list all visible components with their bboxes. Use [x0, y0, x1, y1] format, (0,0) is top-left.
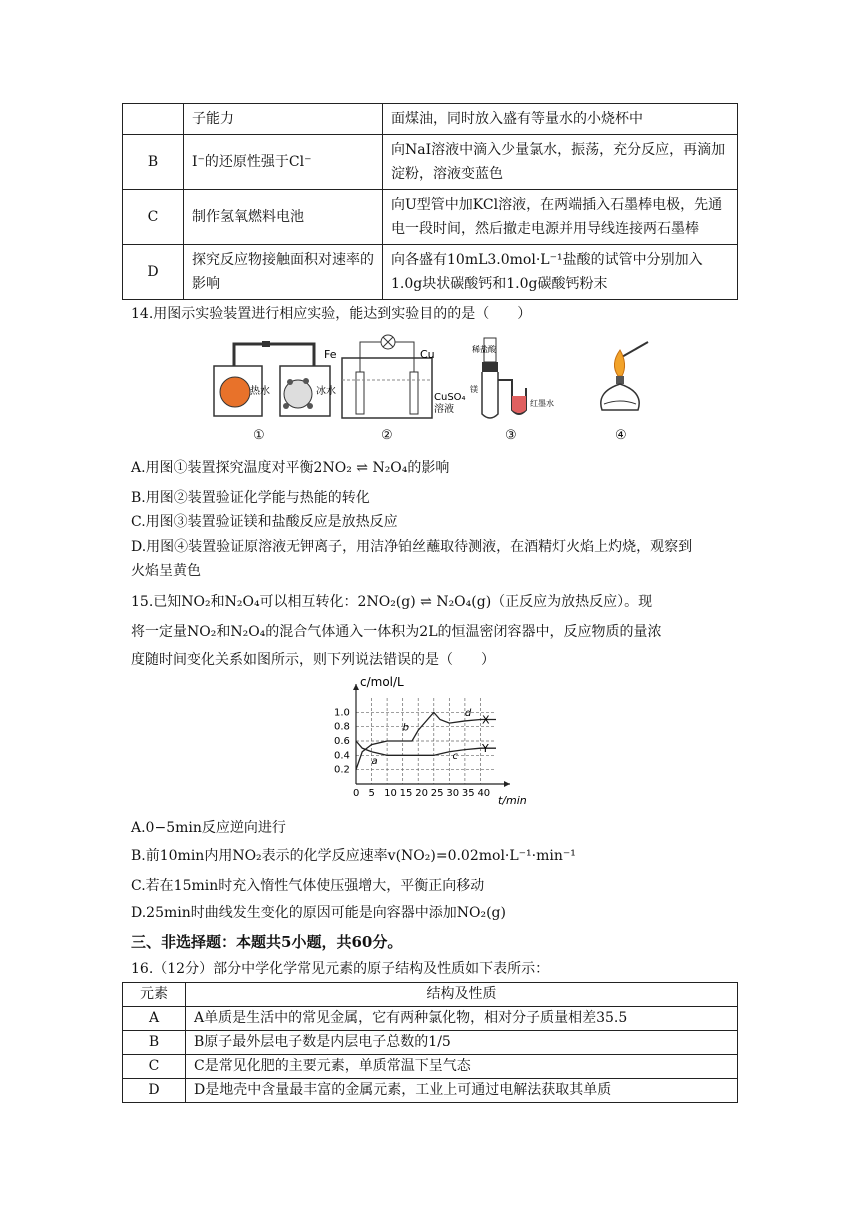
figure-2-caption: ②: [381, 428, 393, 443]
option-a: A.用图①装置探究温度对平衡2NO₂ ⇌ N₂O₄的影响: [131, 460, 450, 476]
fe-label: Fe: [324, 348, 337, 361]
option-d: D.25min时曲线发生变化的原因可能是向容器中添加NO₂(g): [131, 905, 506, 921]
element-table: [122, 982, 738, 1103]
concentration-chart: [326, 672, 532, 812]
x-tick-label: 10: [384, 788, 397, 799]
section-title: 三、非选择题：本题共5小题，共60分。: [131, 933, 403, 951]
x-tick-label: 20: [415, 788, 428, 799]
table-cell: A单质是生活中的常见金属，它有两种氯化物，相对分子质量相差35.5: [186, 1007, 738, 1031]
option-a: A.0−5min反应逆向进行: [131, 820, 286, 836]
header-cell: 结构及性质: [186, 983, 738, 1007]
table-header-row: [123, 983, 738, 1007]
table-row: [123, 1055, 738, 1079]
x-tick-label: 25: [430, 788, 444, 799]
table-cell: D: [123, 245, 184, 300]
y-tick-label: 0.6: [334, 736, 350, 747]
table-row: [123, 135, 738, 190]
cu-label: Cu: [420, 348, 435, 361]
table-row: [123, 245, 738, 300]
experiment-table: [122, 103, 738, 300]
question-15-stem-1: 15.已知NO₂和N₂O₄可以相互转化：2NO₂(g) ⇌ N₂O₄(g)（正反应为放热反应）。现: [131, 594, 653, 610]
table-cell: [123, 104, 184, 135]
figure-4-caption: ④: [615, 428, 627, 443]
x-axis-label: t/min: [498, 794, 527, 807]
table-cell: 探究反应物接触面积对速率的影响: [184, 245, 383, 300]
mg-label: 镁: [470, 385, 478, 394]
x-tick-label: 30: [446, 788, 460, 799]
y-axis-arrow: [353, 684, 359, 690]
hot-water-label: 热水: [250, 386, 270, 397]
option-d: D.用图④装置验证原溶液无钾离子，用洁净铂丝蘸取待测液，在酒精灯火焰上灼烧，观察到: [131, 539, 693, 555]
figure-3-caption: ③: [505, 428, 517, 443]
x-tick-label: 0: [353, 788, 360, 799]
option-c: C.若在15min时充入惰性气体使压强增大，平衡正向移动: [131, 878, 485, 894]
cuso4-label: CuSO₄: [434, 392, 466, 403]
table-cell: D是地壳中含量最丰富的金属元素，工业上可通过电解法获取其单质: [186, 1079, 738, 1103]
table-row: [123, 104, 738, 135]
y-axis-label: c/mol/L: [360, 675, 404, 689]
option-b: B.用图②装置验证化学能与热能的转化: [131, 490, 370, 506]
table-cell: B: [123, 1031, 186, 1055]
option-d-cont: 火焰呈黄色: [131, 563, 201, 579]
figure-3: [470, 330, 560, 424]
ice-water-label: 冰水: [316, 386, 336, 397]
table-row: [123, 1079, 738, 1103]
table-cell: C: [123, 190, 184, 245]
hcl-label: 稀盐酸: [472, 345, 496, 354]
question-15-stem-2: 将一定量NO₂和N₂O₄的混合气体通入一体积为2L的恒温密闭容器中，反应物质的量浓: [131, 624, 662, 640]
option-b: B.前10min内用NO₂表示的化学反应速率v(NO₂)=0.02mol·L⁻¹·min⁻¹: [131, 848, 576, 864]
x-tick-label: 35: [461, 788, 475, 799]
point-label: a: [371, 755, 378, 767]
point-label: c: [452, 750, 458, 762]
solution-label: 溶液: [434, 404, 454, 415]
figure-2: [322, 332, 466, 424]
table-cell: 子能力: [184, 104, 383, 135]
x-axis-arrow: [504, 781, 510, 787]
option-c: C.用图③装置验证镁和盐酸反应是放热反应: [131, 514, 398, 530]
question-14-stem: 14.用图示实验装置进行相应实验，能达到实验目的的是（ ）: [131, 306, 532, 322]
table-cell: A: [123, 1007, 186, 1031]
question-16-stem: 16.（12分）部分中学化学常见元素的原子结构及性质如下表所示：: [131, 961, 550, 977]
table-cell: D: [123, 1079, 186, 1103]
series-label: Y: [482, 742, 489, 756]
table-row: [123, 1007, 738, 1031]
question-15-stem-3: 度随时间变化关系如图所示，则下列说法错误的是（ ）: [131, 652, 495, 668]
series-label: X: [482, 713, 490, 727]
table-cell: 面煤油，同时放入盛有等量水的小烧杯中: [383, 104, 738, 135]
table-cell: B原子最外层电子数是内层电子总数的1/5: [186, 1031, 738, 1055]
table-cell: 向NaI溶液中滴入少量氯水，振荡，充分反应，再滴加淀粉，溶液变蓝色: [383, 135, 738, 190]
table-cell: C是常见化肥的主要元素，单质常温下呈气态: [186, 1055, 738, 1079]
point-label: d: [464, 707, 472, 719]
x-tick-label: 5: [368, 788, 375, 799]
table-cell: C: [123, 1055, 186, 1079]
y-tick-label: 1.0: [334, 707, 350, 719]
table-cell: 制作氢氧燃料电池: [184, 190, 383, 245]
x-tick-label: 40: [477, 788, 491, 799]
table-row: [123, 1031, 738, 1055]
point-label: b: [402, 722, 410, 734]
table-cell: B: [123, 135, 184, 190]
header-cell: 元素: [123, 983, 186, 1007]
figure-1: [206, 336, 336, 420]
figure-1-caption: ①: [253, 428, 265, 443]
y-tick-label: 0.8: [334, 721, 350, 733]
red-ink-label: 红墨水: [530, 399, 554, 408]
table-cell: 向各盛有10mL3.0mol·L⁻¹盐酸的试管中分别加入1.0g块状碳酸钙和1.0g碳酸钙粉末: [383, 245, 738, 300]
x-tick-label: 15: [399, 788, 413, 799]
table-cell: 向U型管中加KCl溶液，在两端插入石墨棒电极，先通电一段时间，然后撤走电源并用导线连接两石墨棒: [383, 190, 738, 245]
y-tick-label: 0.2: [334, 764, 350, 776]
table-cell: I⁻的还原性强于Cl⁻: [184, 135, 383, 190]
y-tick-label: 0.4: [334, 750, 350, 762]
figure-4: [592, 336, 656, 420]
table-row: [123, 190, 738, 245]
